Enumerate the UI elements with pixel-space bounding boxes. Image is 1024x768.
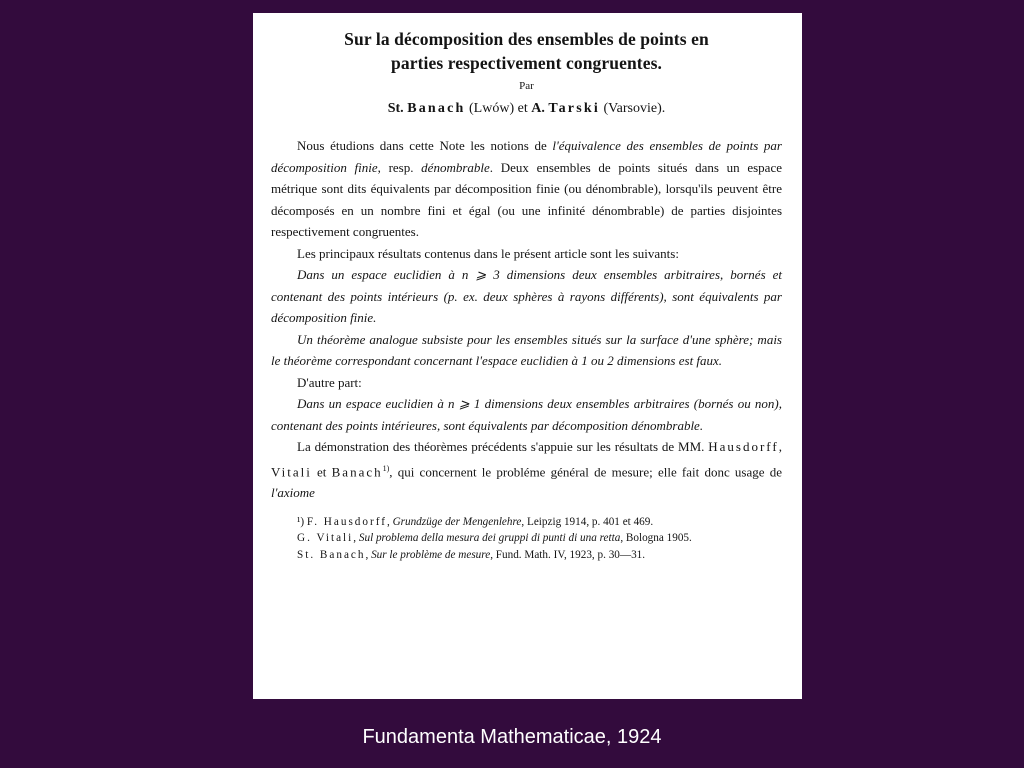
paragraph-theorem-3: Dans un espace euclidien à n ⩾ 1 dimensions deux ensembles arbitraires (bornés ou non), contenant des points intérieures, sont équivalents par décomposition dénombrable. xyxy=(271,396,782,433)
paragraph-theorem-2: Un théorème analogue subsiste pour les ensembles situés sur la surface d'une sphère; mais le théorème correspondant concernant l'espace euclidien à 1 ou 2 dimensions est faux. xyxy=(271,331,782,368)
author-banach: Banach xyxy=(407,101,466,116)
paragraph-theorem-1: Dans un espace euclidien à n ⩾ 3 dimensions deux ensembles arbitraires, bornés et contenant des points intérieurs (p. ex. deux sphères à rayons différents), sont équivalents par décomposition finie. xyxy=(271,267,782,325)
par-label: Par xyxy=(519,80,534,92)
paragraph-intro: Nous étudions dans cette Note les notions de l'équivalence des ensembles de points par décomposition finie, resp. dénombrable. Deux ensembles de points situés dans un espace métrique sont dits équivalents par décomposition finie (ou dénombrable), lorsqu'ils peuvent être décomposés en un nombre fini et égal (ou une infinité dénombrable) de parties disjointes respectivement congruentes. xyxy=(271,138,782,239)
footnotes xyxy=(271,514,782,564)
slide-caption: Fundamenta Mathematicae, 1924 xyxy=(362,726,662,748)
paper-scan xyxy=(253,13,802,699)
paragraph-proof: La démonstration des théorèmes précédents s'appuie sur les résultats de MM. Hausdorff, Vitali et Banach$^{1)}$, qui concernent le probléme général de mesure; elle fait donc usage de l'axiome xyxy=(271,439,782,501)
paragraph-other: D'autre part: xyxy=(297,374,362,390)
author-tarski: Tarski xyxy=(548,101,600,116)
footnote-hausdorff: ¹) F. Hausdorff, Grundzüge der Mengenlehre, Leipzig 1914, p. 401 et 469. xyxy=(297,515,654,528)
footnote-vitali: G. Vitali, Sul problema della mesura dei gruppi di punti di una retta, Bologna 1905. xyxy=(297,532,692,545)
paper-body xyxy=(271,135,782,504)
author-line: St. Banach (Lwów) et A. Tarski (Varsovie). xyxy=(387,101,666,116)
paragraph-results: Les principaux résultats contenus dans le présent article sont les suivants: xyxy=(297,245,679,261)
paper-title: Sur la décomposition des ensembles de points en parties respectivement congruentes. xyxy=(344,29,709,73)
footnote-banach: St. Banach, Sur le problème de mesure, Fund. Math. IV, 1923, p. 30—31. xyxy=(297,548,646,561)
